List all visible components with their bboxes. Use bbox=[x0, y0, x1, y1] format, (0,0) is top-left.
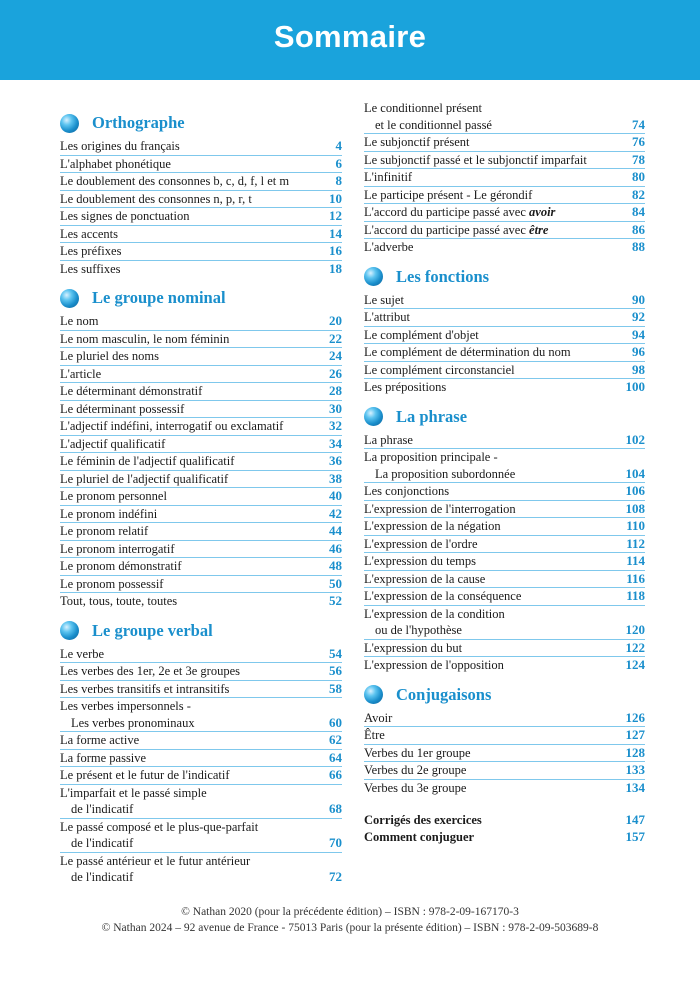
entry-page-number: 72 bbox=[329, 869, 342, 884]
toc-entry[interactable] bbox=[60, 558, 342, 576]
entry-page-number: 40 bbox=[329, 488, 342, 503]
entry-page-number: 120 bbox=[625, 622, 645, 637]
entry-page-number: 147 bbox=[625, 812, 645, 827]
toc-entry[interactable] bbox=[60, 243, 342, 261]
toc-entry[interactable] bbox=[364, 134, 645, 152]
entry-page-number: 18 bbox=[329, 260, 342, 276]
toc-entry[interactable] bbox=[364, 204, 645, 222]
entry-title: L'article bbox=[60, 366, 102, 381]
toc-entry[interactable] bbox=[364, 187, 645, 205]
entry-page-number: 106 bbox=[625, 483, 645, 498]
toc-entry[interactable] bbox=[60, 732, 342, 750]
entry-title: Le pronom possessif bbox=[60, 576, 164, 591]
entry-title: Le pronom personnel bbox=[60, 489, 167, 503]
entry-title: Tout, tous, toute, toutes bbox=[60, 594, 178, 608]
toc-section-le-groupe-nominal bbox=[60, 285, 342, 610]
toc-entry[interactable] bbox=[364, 239, 645, 256]
entry-title: L'expression de l'interrogation bbox=[364, 501, 516, 516]
entry-title: La forme active bbox=[60, 733, 140, 747]
entry-page-number: 4 bbox=[335, 138, 342, 153]
toc-entry[interactable] bbox=[364, 362, 645, 380]
toc-entry[interactable] bbox=[364, 379, 645, 396]
entry-title: Verbes du 3e groupe bbox=[364, 780, 467, 795]
entry-title: L'expression de l'ordre bbox=[364, 536, 478, 551]
toc-entry[interactable] bbox=[60, 313, 342, 331]
toc-entry[interactable] bbox=[364, 588, 645, 606]
entry-title-line-1: La proposition principale - bbox=[364, 450, 498, 464]
toc-entry[interactable] bbox=[364, 571, 645, 589]
entry-page-number: 32 bbox=[329, 418, 342, 433]
entry-page-number: 126 bbox=[625, 709, 645, 725]
entry-page-number: 110 bbox=[626, 518, 645, 533]
toc-entry[interactable] bbox=[60, 138, 342, 156]
entry-title: L'attribut bbox=[364, 310, 410, 324]
sphere-bullet-icon bbox=[60, 289, 79, 308]
entry-title: Les conjonctions bbox=[364, 484, 450, 498]
entry-title-emphasis: être bbox=[529, 222, 549, 237]
entry-page-number: 46 bbox=[329, 540, 342, 556]
entry-page-number: 52 bbox=[329, 593, 342, 608]
entry-page-number: 74 bbox=[632, 116, 645, 132]
toc-entry[interactable] bbox=[60, 488, 342, 506]
entry-page-number: 84 bbox=[632, 204, 645, 219]
toc-entry[interactable] bbox=[364, 640, 645, 658]
entry-page-number: 86 bbox=[632, 221, 645, 237]
toc-entry[interactable] bbox=[364, 327, 645, 345]
entry-page-number: 68 bbox=[329, 801, 342, 816]
entry-title: L'adverbe bbox=[364, 240, 414, 254]
toc-entry[interactable] bbox=[364, 657, 645, 674]
entry-title-line-1: Le conditionnel présent bbox=[364, 101, 483, 115]
entry-title: Les accents bbox=[60, 226, 118, 241]
toc-entry[interactable] bbox=[60, 401, 342, 419]
entry-title: L'adjectif qualificatif bbox=[60, 436, 166, 451]
entry-title: Le présent et le futur de l'indicatif bbox=[60, 768, 230, 782]
toc-entry[interactable] bbox=[364, 483, 645, 501]
entry-title: Les signes de ponctuation bbox=[60, 209, 190, 223]
entry-page-number: 78 bbox=[632, 151, 645, 167]
toc-entry[interactable] bbox=[364, 292, 645, 310]
entry-page-number: 133 bbox=[625, 762, 645, 777]
entry-title: L'infinitif bbox=[364, 170, 413, 184]
entry-page-number: 124 bbox=[625, 657, 645, 672]
entry-title-line-2: et le conditionnel passé bbox=[375, 117, 492, 132]
entry-page-number: 30 bbox=[329, 400, 342, 416]
toc-entry[interactable] bbox=[364, 449, 645, 483]
entry-page-number: 48 bbox=[329, 558, 342, 573]
entry-page-number: 62 bbox=[329, 732, 342, 747]
sphere-bullet-icon bbox=[60, 621, 79, 640]
toc-entry[interactable] bbox=[60, 366, 342, 384]
entry-page-number: 8 bbox=[335, 173, 342, 188]
toc-entry[interactable] bbox=[364, 432, 645, 450]
entry-title: L'expression de l'opposition bbox=[364, 658, 504, 672]
entry-title: Les suffixes bbox=[60, 261, 121, 276]
entry-page-number: 36 bbox=[329, 453, 342, 468]
toc-entry[interactable] bbox=[60, 436, 342, 454]
toc-extras bbox=[364, 812, 645, 845]
entry-title-line-1: Le passé antérieur et le futur antérieur bbox=[60, 853, 251, 868]
page-title: Sommaire bbox=[273, 19, 427, 54]
toc-entry[interactable] bbox=[60, 663, 342, 681]
toc-entry[interactable] bbox=[364, 100, 645, 134]
entry-title: Le nom bbox=[60, 314, 99, 328]
toc-section-conjugaisons bbox=[364, 682, 645, 797]
toc-section-le-groupe-verbal bbox=[60, 618, 342, 886]
entry-title: Le déterminant possessif bbox=[60, 401, 185, 416]
entry-page-number: 112 bbox=[626, 535, 645, 551]
toc-entry[interactable] bbox=[364, 309, 645, 327]
entry-title: Le verbe bbox=[60, 646, 105, 661]
entry-title-wrap bbox=[364, 204, 555, 221]
toc-entry[interactable] bbox=[364, 222, 645, 240]
toc-entry[interactable] bbox=[364, 536, 645, 554]
entry-title: Le pluriel de l'adjectif qualificatif bbox=[60, 471, 229, 486]
entry-page-number: 76 bbox=[632, 134, 645, 149]
section-title: Orthographe bbox=[92, 113, 185, 132]
entry-title: L'accord du participe passé avec bbox=[364, 222, 526, 237]
entry-page-number: 10 bbox=[329, 190, 342, 206]
section-heading bbox=[364, 682, 645, 708]
toc-entry[interactable] bbox=[364, 710, 645, 728]
sphere-bullet-icon bbox=[364, 267, 383, 286]
entry-page-number: 94 bbox=[632, 326, 645, 342]
entry-title: L'expression de la négation bbox=[364, 519, 501, 533]
right-column bbox=[364, 101, 645, 845]
toc-entry[interactable] bbox=[364, 553, 645, 571]
entry-title: L'expression de la conséquence bbox=[364, 589, 522, 603]
toc-entry[interactable] bbox=[60, 191, 342, 209]
sphere-bullet-icon bbox=[364, 685, 383, 704]
toc-section-orthographe bbox=[60, 110, 342, 277]
entry-title: Le nom masculin, le nom féminin bbox=[60, 331, 230, 346]
toc-section-la-phrase bbox=[364, 404, 645, 674]
entry-page-number: 28 bbox=[329, 383, 342, 398]
section-title: Les fonctions bbox=[396, 266, 490, 286]
section-title: Le groupe verbal bbox=[92, 620, 213, 640]
entry-title: Le subjonctif présent bbox=[364, 135, 470, 149]
entry-title: Les prépositions bbox=[364, 380, 447, 394]
toc-entry[interactable] bbox=[60, 646, 342, 664]
entry-title: Le déterminant démonstratif bbox=[60, 384, 203, 398]
toc-entry[interactable] bbox=[60, 453, 342, 471]
entry-title: Le pronom relatif bbox=[60, 524, 149, 538]
entry-page-number: 114 bbox=[626, 553, 645, 568]
entry-title: Le complément d'objet bbox=[364, 327, 479, 342]
entry-page-number: 88 bbox=[632, 239, 645, 254]
toc-entry[interactable] bbox=[60, 698, 342, 732]
toc-entry[interactable] bbox=[364, 606, 645, 640]
entry-title-wrap bbox=[364, 222, 548, 239]
entry-title: Le pronom indéfini bbox=[60, 506, 158, 521]
entry-title: Corrigés des exercices bbox=[364, 813, 482, 827]
section-heading bbox=[60, 110, 342, 136]
toc-entry[interactable] bbox=[60, 576, 342, 594]
entry-title: Le doublement des consonnes b, c, d, f, l et m bbox=[60, 174, 290, 188]
entry-page-number: 20 bbox=[329, 313, 342, 328]
entry-page-number: 108 bbox=[625, 500, 645, 516]
entry-page-number: 60 bbox=[329, 714, 342, 730]
title-banner bbox=[0, 0, 700, 80]
entry-title: Le pronom interrogatif bbox=[60, 541, 175, 556]
entry-page-number: 24 bbox=[329, 348, 342, 363]
entry-page-number: 66 bbox=[329, 767, 342, 782]
entry-title: L'expression du temps bbox=[364, 554, 476, 568]
section-heading bbox=[60, 285, 342, 311]
entry-title: Verbes du 2e groupe bbox=[364, 763, 467, 777]
section-title: Conjugaisons bbox=[396, 684, 492, 704]
entry-page-number: 58 bbox=[329, 680, 342, 696]
entry-page-number: 122 bbox=[625, 639, 645, 655]
entry-page-number: 38 bbox=[329, 470, 342, 486]
toc-entry[interactable] bbox=[364, 745, 645, 763]
toc-entry[interactable] bbox=[60, 208, 342, 226]
entry-page-number: 22 bbox=[329, 330, 342, 346]
entry-page-number: 34 bbox=[329, 435, 342, 451]
entry-page-number: 44 bbox=[329, 523, 342, 538]
toc-entry[interactable] bbox=[60, 750, 342, 768]
entry-title-line-2: La proposition subordonnée bbox=[375, 466, 516, 481]
entry-page-number: 14 bbox=[329, 225, 342, 241]
entry-page-number: 118 bbox=[626, 588, 645, 603]
toc-section-les-fonctions bbox=[364, 264, 645, 396]
entry-title: L'expression du but bbox=[364, 640, 463, 655]
entry-page-number: 157 bbox=[625, 828, 645, 844]
toc-entry[interactable] bbox=[364, 344, 645, 362]
entry-title: La forme passive bbox=[60, 750, 147, 765]
entry-page-number: 90 bbox=[632, 291, 645, 307]
sphere-bullet-icon bbox=[364, 407, 383, 426]
entry-title-line-2: de l'indicatif bbox=[71, 836, 134, 850]
toc-entry[interactable] bbox=[364, 169, 645, 187]
entry-page-number: 50 bbox=[329, 575, 342, 591]
toc-entry[interactable] bbox=[60, 383, 342, 401]
toc-entry[interactable] bbox=[60, 853, 342, 886]
entry-page-number: 82 bbox=[632, 186, 645, 202]
entry-title-line-2: Les verbes pronominaux bbox=[71, 715, 195, 730]
entry-title: L'alphabet phonétique bbox=[60, 156, 171, 171]
entry-title: Les origines du français bbox=[60, 139, 180, 153]
entry-title-line-2: de l'indicatif bbox=[71, 870, 134, 884]
entry-title: L'adjectif indéfini, interrogatif ou exclamatif bbox=[60, 419, 284, 433]
toc-entry[interactable] bbox=[60, 506, 342, 524]
section-title: Le groupe nominal bbox=[92, 288, 226, 307]
toc-entry[interactable] bbox=[60, 785, 342, 819]
toc-entry[interactable] bbox=[60, 471, 342, 489]
entry-title: L'accord du participe passé avec bbox=[364, 205, 526, 219]
toc-entry[interactable] bbox=[364, 829, 645, 846]
toc-entry[interactable] bbox=[364, 152, 645, 170]
footer-line-1: © Nathan 2020 (pour la précédente édition) – ISBN : 978-2-09-167170-3 bbox=[181, 906, 519, 918]
entry-title: Le subjonctif passé et le subjonctif imparfait bbox=[364, 152, 587, 167]
entry-title: Comment conjuguer bbox=[364, 829, 475, 844]
entry-title-line-2: ou de l'hypothèse bbox=[375, 623, 462, 637]
toc-entry[interactable] bbox=[60, 819, 342, 853]
entry-title-line-1: L'expression de la condition bbox=[364, 606, 505, 621]
toc-entry[interactable] bbox=[364, 762, 645, 780]
entry-page-number: 6 bbox=[335, 155, 342, 171]
entry-title: Verbes du 1er groupe bbox=[364, 745, 471, 760]
toc-entry[interactable] bbox=[60, 261, 342, 278]
entry-title-line-2: de l'indicatif bbox=[71, 802, 134, 816]
entry-page-number: 116 bbox=[626, 570, 645, 586]
entry-title: Le sujet bbox=[364, 292, 404, 307]
entry-page-number: 102 bbox=[625, 431, 645, 447]
entry-page-number: 104 bbox=[625, 465, 645, 481]
entry-title: Être bbox=[364, 728, 385, 742]
entry-title-line-1: Le passé composé et le plus-que-parfait bbox=[60, 819, 259, 834]
entry-page-number: 16 bbox=[329, 243, 342, 258]
entry-title: Le pluriel des noms bbox=[60, 349, 159, 363]
entry-title: La phrase bbox=[364, 432, 413, 447]
entry-page-number: 128 bbox=[625, 744, 645, 760]
entry-title: Le complément de détermination du nom bbox=[364, 345, 571, 359]
toc-entry[interactable] bbox=[60, 767, 342, 785]
entry-page-number: 70 bbox=[329, 835, 342, 850]
toc-entry[interactable] bbox=[60, 331, 342, 349]
entry-page-number: 80 bbox=[632, 169, 645, 184]
toc-entry[interactable] bbox=[60, 681, 342, 699]
section-title: La phrase bbox=[396, 406, 468, 426]
entry-title-line-1: Les verbes impersonnels - bbox=[60, 699, 191, 713]
toc-entry[interactable] bbox=[60, 541, 342, 559]
entry-page-number: 12 bbox=[329, 208, 342, 223]
toc-entry[interactable] bbox=[364, 501, 645, 519]
section-heading bbox=[60, 618, 342, 644]
entry-page-number: 127 bbox=[625, 727, 645, 742]
entry-title: Le participe présent - Le gérondif bbox=[364, 187, 533, 202]
toc-entry[interactable] bbox=[60, 226, 342, 244]
toc-entry[interactable] bbox=[60, 523, 342, 541]
entry-page-number: 54 bbox=[329, 645, 342, 661]
toc-section-continued bbox=[364, 100, 645, 256]
toc-entry[interactable] bbox=[60, 173, 342, 191]
entry-title: Avoir bbox=[364, 710, 393, 725]
toc-entry[interactable] bbox=[364, 727, 645, 745]
entry-page-number: 42 bbox=[329, 505, 342, 521]
entry-page-number: 92 bbox=[632, 309, 645, 324]
entry-title: Le féminin de l'adjectif qualificatif bbox=[60, 454, 235, 468]
entry-page-number: 134 bbox=[625, 779, 645, 795]
section-heading bbox=[364, 264, 645, 290]
entry-title: Les préfixes bbox=[60, 244, 122, 258]
entry-title-line-1: L'imparfait et le passé simple bbox=[60, 785, 207, 800]
entry-page-number: 56 bbox=[329, 663, 342, 678]
entry-title: Les verbes transitifs et intransitifs bbox=[60, 681, 230, 696]
entry-page-number: 98 bbox=[632, 361, 645, 377]
entry-title: Les verbes des 1er, 2e et 3e groupes bbox=[60, 664, 240, 678]
entry-title: Le doublement des consonnes n, p, r, t bbox=[60, 191, 252, 206]
toc-entry[interactable] bbox=[364, 780, 645, 797]
toc-entry[interactable] bbox=[364, 518, 645, 536]
entry-page-number: 96 bbox=[632, 344, 645, 359]
left-column bbox=[60, 106, 342, 894]
sphere-bullet-icon bbox=[60, 114, 79, 133]
entry-title-emphasis: avoir bbox=[529, 205, 556, 219]
entry-title: Le pronom démonstratif bbox=[60, 559, 182, 573]
entry-title: L'expression de la cause bbox=[364, 571, 486, 586]
entry-page-number: 100 bbox=[625, 379, 645, 394]
toc-entry[interactable] bbox=[60, 418, 342, 436]
toc-entry[interactable] bbox=[60, 593, 342, 610]
toc-entry[interactable] bbox=[364, 812, 645, 829]
entry-page-number: 26 bbox=[329, 365, 342, 381]
toc-entry[interactable] bbox=[60, 156, 342, 174]
toc-entry[interactable] bbox=[60, 348, 342, 366]
footer-line-2: © Nathan 2024 – 92 avenue de France - 75013 Paris (pour la présente édition) – ISBN : 978-2-09-503689-8 bbox=[101, 922, 599, 934]
entry-title: Le complément circonstanciel bbox=[364, 362, 515, 377]
section-heading bbox=[364, 404, 645, 430]
entry-page-number: 64 bbox=[329, 749, 342, 765]
